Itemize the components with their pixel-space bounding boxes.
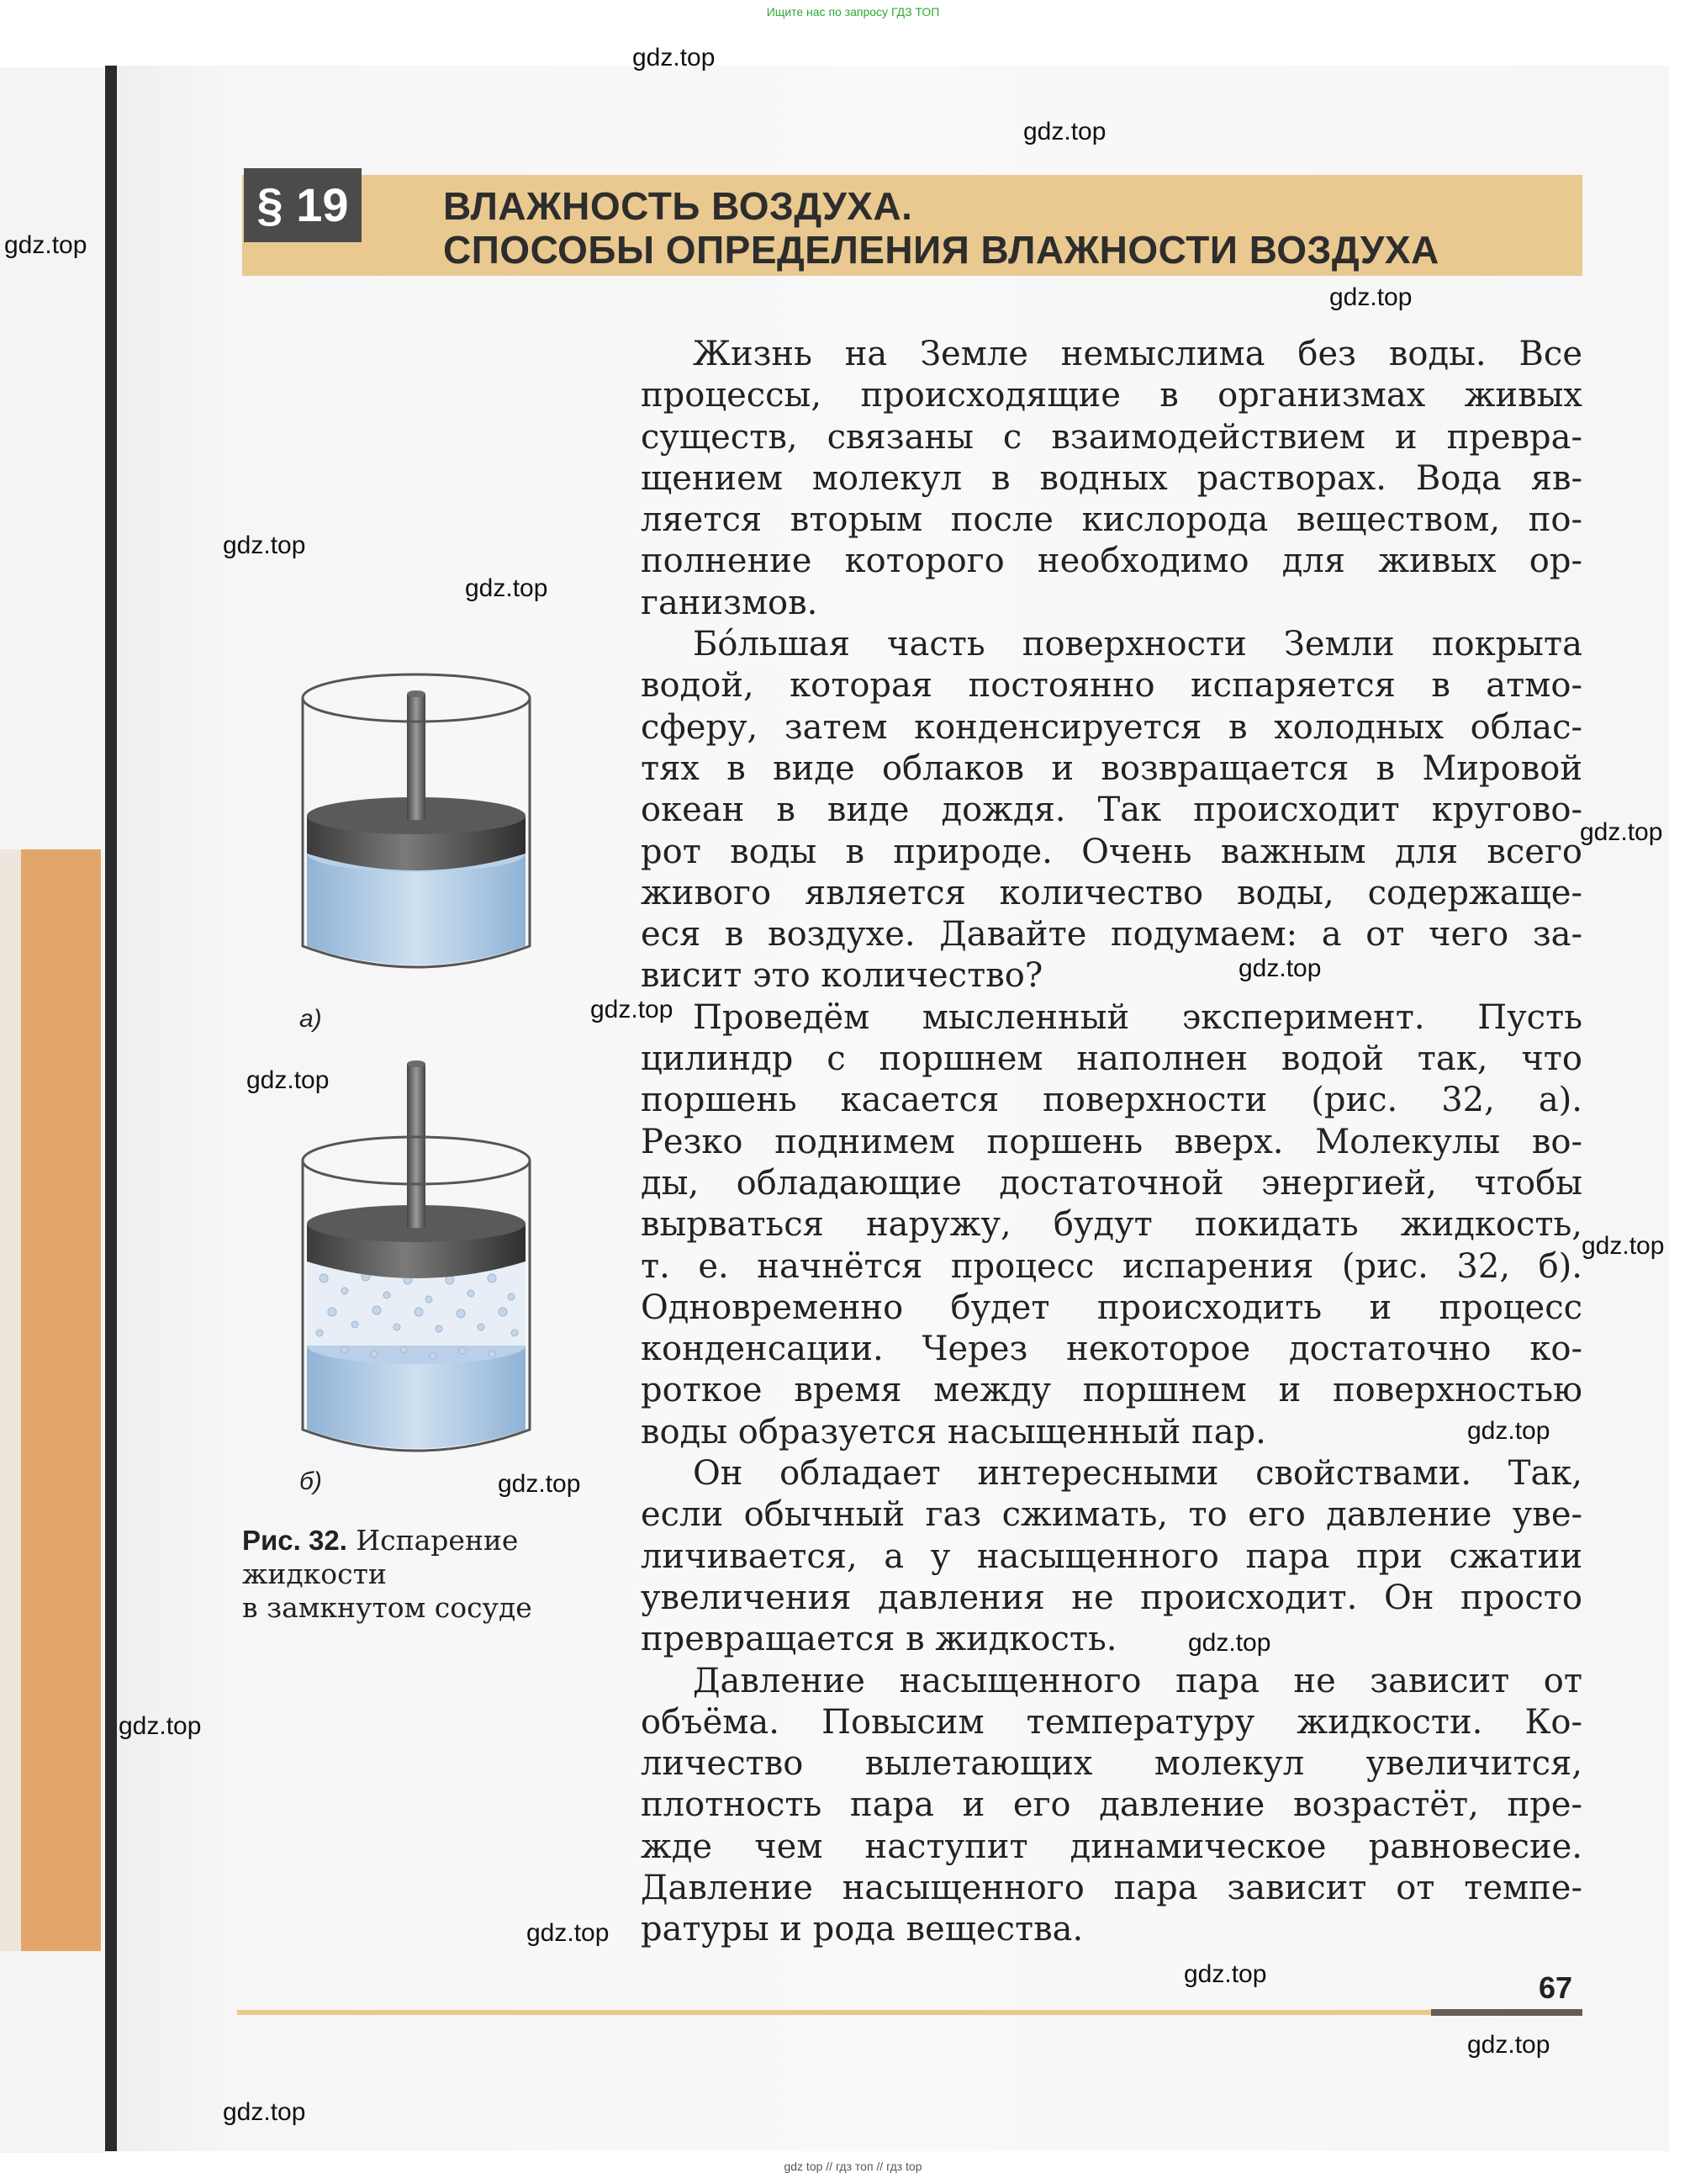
section-title-line2: СПОСОБЫ ОПРЕДЕЛЕНИЯ ВЛАЖНОСТИ ВОЗДУХА [443,228,1439,272]
text-line: вырваться наружу, будут покидать жидкость, [641,1205,1582,1245]
watermark: gdz.top [1467,2031,1550,2059]
watermark: gdz.top [1188,1629,1271,1657]
text-line: Резко поднимем поршень вверх. Молекулы во- [641,1122,1582,1161]
left-tab-stripe [0,849,21,1951]
text-line: личивается, а у насыщенного пара при сжатии [641,1536,1582,1576]
figure-caption-number: Рис. 32. [242,1525,347,1556]
text-line: конденсации. Через некоторое достаточно ко- [641,1330,1582,1369]
text-line: Он обладает интересными свойствами. Так, [693,1454,1582,1494]
watermark: gdz.top [119,1712,202,1740]
text-line: Давление насыщенного пара не зависит от [693,1661,1582,1700]
watermark: gdz.top [465,574,548,602]
watermark: gdz.top [223,531,306,559]
watermark: gdz.top [223,2098,306,2126]
figure-caption-line3: в замкнутом сосуде [242,1591,532,1624]
text-line: живого является количество воды, содержаще- [641,873,1582,912]
text-line: Одновременно будет происходить и процесс [641,1288,1582,1327]
text-line: воды образуется насыщенный пар. [641,1412,1266,1452]
body-text [641,334,1582,1951]
footer-rule-dark [1431,2009,1582,2016]
figure-32b-cylinder [294,1060,538,1472]
figure-caption [242,1524,595,1625]
watermark: gdz.top [1184,1960,1267,1988]
text-line: Бóльшая часть поверхности Земли покрыта [693,625,1582,664]
text-line: Жизнь на Земле немыслима без воды. Все [693,335,1582,373]
text-line: еся в воздухе. Давайте подумаем: а от чего за- [641,915,1582,955]
text-line: роткое время между поршнем и поверхностью [641,1371,1582,1410]
text-line: объёма. Повысим температуру жидкости. Ко- [641,1702,1582,1742]
watermark: gdz.top [632,44,716,71]
figure-label-a: а) [299,1005,322,1033]
section-title-line1: ВЛАЖНОСТЬ ВОЗДУХА. [443,184,913,228]
text-line: водой, которая постоянно испаряется в атмо- [641,666,1582,706]
text-line: поршень касается поверхности (рис. 32, а). [641,1081,1582,1120]
text-line: ратуры и рода вещества. [641,1910,1084,1949]
figure-label-b: б) [299,1467,322,1495]
watermark: gdz.top [1329,283,1413,311]
text-line: ганизмов. [641,583,818,622]
figure-32a-cylinder [294,648,538,992]
watermark: gdz.top [590,996,673,1023]
watermark: gdz.top [1580,818,1663,846]
figure-caption-line2: жидкости [242,1557,387,1590]
page-number: 67 [1539,1970,1573,2005]
text-line: ляется вторым после кислорода веществом, по- [641,500,1582,540]
text-line: превращается в жидкость. [641,1620,1117,1659]
text-line: личество вылетающих молекул увеличится, [641,1744,1582,1784]
text-line: Проведём мысленный эксперимент. Пусть [693,997,1582,1037]
text-line: Давление насыщенного пара зависит от темпе- [641,1868,1582,1907]
text-line: плотность пара и его давление возрастёт, пре- [641,1785,1582,1825]
watermark: gdz.top [1023,118,1107,145]
text-line: увеличения давления не происходит. Он просто [641,1578,1582,1617]
text-line: существ, связаны с взаимодействием и превра- [641,417,1582,457]
watermark: gdz.top [498,1470,581,1498]
text-line: океан в виде дождя. Так происходит кругово- [641,791,1582,830]
watermark: gdz.top [1582,1232,1665,1260]
text-line: ды, обладающие достаточной энергией, чтобы [641,1163,1582,1203]
text-line: висит это количество? [641,956,1043,996]
text-line: процессы, происходящие в организмах живых [641,376,1582,415]
watermark: gdz.top [1239,955,1322,982]
text-line: тях в виде облаков и возвращается в Мировой [641,748,1582,788]
text-line: щением молекул в водных растворах. Вода яв- [641,458,1582,498]
text-line: т. е. начнётся процесс испарения (рис. 32, б). [641,1246,1582,1286]
section-badge: § 19 [244,168,362,242]
watermark: gdz.top [4,231,87,259]
text-line: цилиндр с поршнем наполнен водой так, что [641,1039,1582,1079]
text-line: полнение которого необходимо для живых ор- [641,542,1582,581]
watermark: gdz.top [526,1919,610,1947]
watermark: gdz.top [246,1066,330,1094]
text-line: если обычный газ сжимать, то его давление уве- [641,1495,1582,1535]
figure-caption-text: Испарение [346,1524,519,1557]
text-line: жде чем наступит динамическое равновесие. [641,1827,1582,1866]
bottom-note: gdz top // гдз топ // гдз top [784,2160,922,2173]
page-edge [105,66,117,2151]
watermark: gdz.top [1467,1417,1550,1445]
text-line: сферу, затем конденсируется в холодных облас- [641,707,1582,747]
text-line: рот воды в природе. Очень важным для всего [641,832,1582,871]
footer-rule [237,2010,1431,2015]
top-note: Ищите нас по запросу ГДЗ ТОП [766,5,940,19]
left-orange-tab [21,849,101,1951]
